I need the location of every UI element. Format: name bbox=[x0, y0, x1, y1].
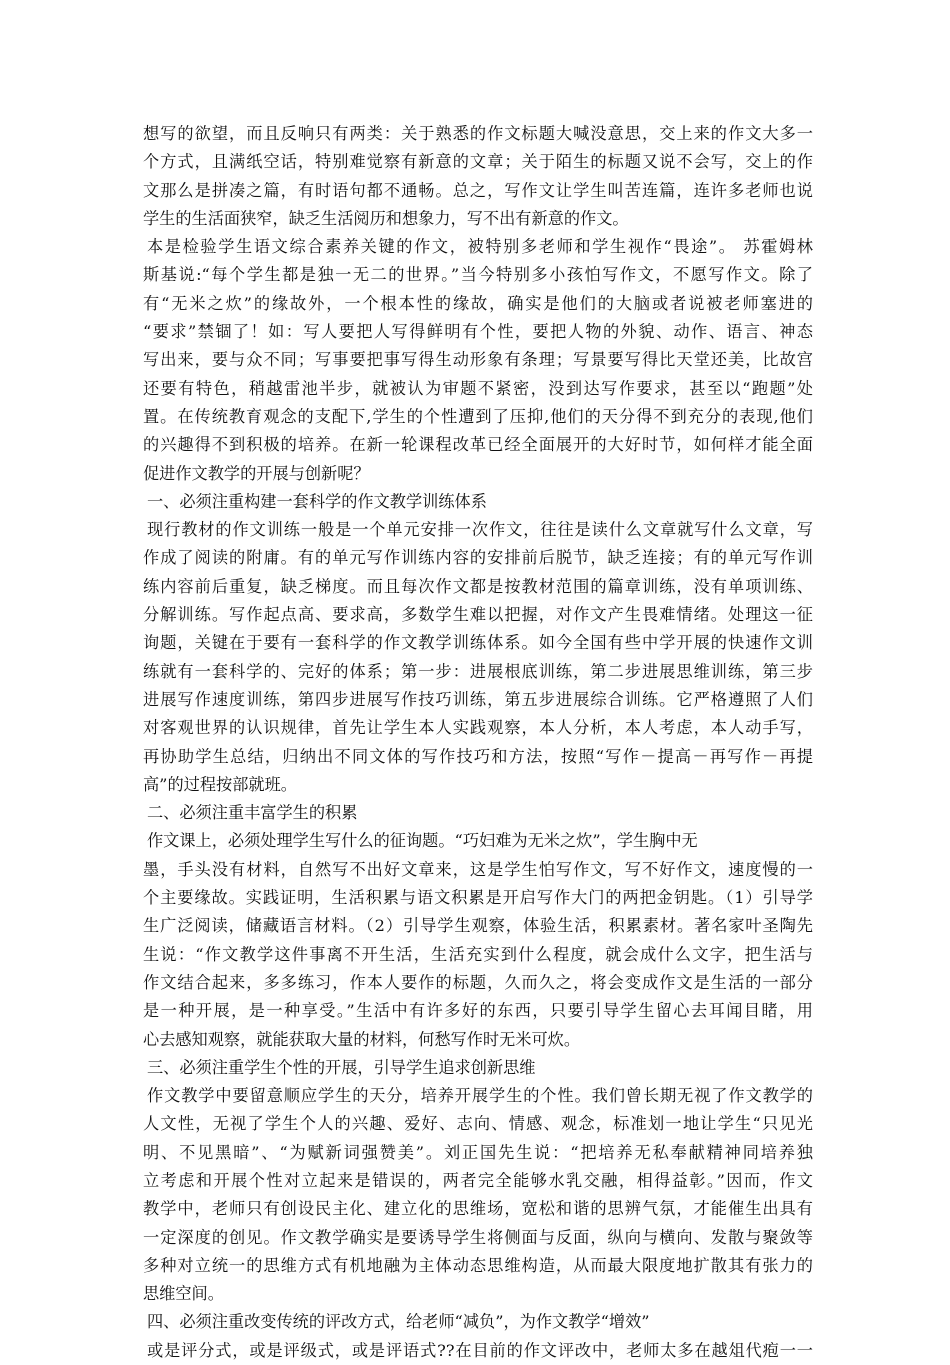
text-line: 四、必须注重改变传统的评改方式，给老师“减负”，为作文教学“增效” bbox=[147, 1312, 650, 1332]
text-line: 高”的过程按部就班。 bbox=[143, 774, 297, 794]
text-line: 作文教学中要留意顺应学生的天分，培养开展学生的个性。我们曾长期无视了作文教学的 bbox=[147, 1086, 813, 1106]
text-line: 人文性，无视了学生个人的兴趣、爱好、志向、情感、观念，标准划一地让学生“只见光 bbox=[143, 1114, 813, 1134]
text-line: 或是评分式，或是评级式，或是评语式??在目前的作文评改中，老师太多在越俎代疱一一 bbox=[147, 1340, 813, 1360]
text-line: 对客观世界的认识规律，首先让学生本人实践观察，本人分析，本人考虑，本人动手写， bbox=[143, 718, 813, 738]
text-line: 有“无米之炊”的缘故外，一个根本性的缘故，确实是他们的大脑或者说被老师塞进的 bbox=[143, 293, 813, 313]
text-line: 墨，手头没有材料，自然写不出好文章来，这是学生怕写作文，写不好作文，速度慢的一 bbox=[143, 859, 813, 879]
text-line: 学生的生活面狭窄，缺乏生活阅历和想象力，写不出有新意的作文。 bbox=[143, 208, 629, 228]
text-line: 还要有特色，稍越雷池半步，就被认为审题不紧密，没到达写作要求，甚至以“跑题”处 bbox=[143, 378, 813, 398]
text-line: 思维空间。 bbox=[143, 1284, 224, 1304]
text-line: 写出来，要与众不同；写事要把事写得生动形象有条理；写景要写得比天堂还美，比故宫 bbox=[143, 350, 813, 370]
text-line: 个主要缘故。实践证明，生活积累与语文积累是开启写作大门的两把金钥匙。（1）引导学 bbox=[143, 888, 813, 908]
text-line: 分解训练。写作起点高、要求高，多数学生难以把握，对作文产生畏难情绪。处理这一征 bbox=[143, 605, 813, 625]
text-line: 三、必须注重学生个性的开展，引导学生追求创新思维 bbox=[147, 1057, 536, 1077]
text-line: 询题，关键在于要有一套科学的作文教学训练体系。如今全国有些中学开展的快速作文训 bbox=[143, 633, 813, 653]
text-line: 促进作文教学的开展与创新呢？ bbox=[143, 463, 370, 483]
text-line: 教学中，老师只有创设民主化、建立化的思维场，宽松和谐的思辨气氛，才能催生出具有 bbox=[143, 1199, 813, 1219]
text-line: 文那么是拼凑之篇，有时语句都不通畅。总之，写作文让学生叫苦连篇，连许多老师也说 bbox=[143, 180, 813, 200]
text-line: 作文课上，必须处理学生写什么的征询题。“巧妇难为无米之炊”，学生胸中无 bbox=[147, 831, 698, 851]
text-line: 练就有一套科学的、完好的体系；第一步：进展根底训练，第二步进展思维训练，第三步 bbox=[143, 661, 813, 681]
text-line: 一、必须注重构建一套科学的作文教学训练体系 bbox=[147, 491, 487, 511]
text-line: 本是检验学生语文综合素养关键的作文，被特别多老师和学生视作“畏途”。 苏霍姆林 bbox=[147, 237, 813, 257]
text-line: “要求”禁锢了！如：写人要把人写得鲜明有个性，要把人物的外貌、动作、语言、神态 bbox=[143, 322, 813, 342]
text-line: 进展写作速度训练，第四步进展写作技巧训练，第五步进展综合训练。它严格遵照了人们 bbox=[143, 689, 813, 709]
text-line: 个方式，且满纸空话，特别难觉察有新意的文章；关于陌生的标题又说不会写，交上的作 bbox=[143, 152, 813, 172]
text-line: 置。在传统教育观念的支配下,学生的个性遭到了压抑,他们的天分得不到充分的表现,他们 bbox=[143, 406, 813, 426]
text-line: 作成了阅读的附庸。有的单元写作训练内容的安排前后脱节，缺乏连接；有的单元写作训 bbox=[143, 548, 813, 568]
text-line: 立考虑和开展个性对立起来是错误的，两者完全能够水乳交融，相得益彰。”因而，作文 bbox=[143, 1170, 813, 1190]
text-line: 斯基说:“每个学生都是独一无二的世界。”当今特别多小孩怕写作文，不愿写作文。除了 bbox=[143, 265, 813, 285]
document-body bbox=[143, 120, 813, 1365]
text-line: 二、必须注重丰富学生的积累 bbox=[147, 803, 358, 823]
text-line: 想写的欲望，而且反响只有两类：关于熟悉的作文标题大喊没意思，交上来的作文大多一 bbox=[143, 124, 813, 143]
text-line: 是一种开展，是一种享受。”生活中有许多好的东西，只要引导学生留心去耳闻目睹，用 bbox=[143, 1001, 813, 1021]
text-line: 的兴趣得不到积极的培养。在新一轮课程改革已经全面展开的大好时节，如何样才能全面 bbox=[143, 435, 813, 455]
text-line: 生广泛阅读，储藏语言材料。（2）引导学生观察，体验生活，积累素材。著名家叶圣陶先 bbox=[143, 916, 813, 936]
text-line: 多种对立统一的思维方式有机地融为主体动态思维构造，从而最大限度地扩散其有张力的 bbox=[143, 1255, 813, 1275]
text-line: 再协助学生总结，归纳出不同文体的写作技巧和方法，按照“写作－提高－再写作－再提 bbox=[143, 746, 813, 766]
text-line: 心去感知观察，就能获取大量的材料，何愁写作时无米可炊。 bbox=[143, 1029, 581, 1049]
text-line: 现行教材的作文训练一般是一个单元安排一次作文，往往是读什么文章就写什么文章，写 bbox=[147, 520, 813, 540]
text-line: 明、不见黑暗”、“为赋新词强赞美”。刘正国先生说：“把培养无私奉献精神同培养独 bbox=[143, 1142, 813, 1162]
text-line: 一定深度的创见。作文教学确实是要诱导学生将侧面与反面，纵向与横向、发散与聚敛等 bbox=[143, 1227, 813, 1247]
text-line: 练内容前后重复，缺乏梯度。而且每次作文都是按教材范围的篇章训练，没有单项训练、 bbox=[143, 576, 813, 596]
text-line: 生说：“作文教学这件事离不开生活，生活充实到什么程度，就会成什么文字，把生活与 bbox=[143, 944, 813, 964]
text-line: 作文结合起来，多多练习，作本人要作的标题，久而久之，将会变成作文是生活的一部分 bbox=[143, 972, 813, 992]
